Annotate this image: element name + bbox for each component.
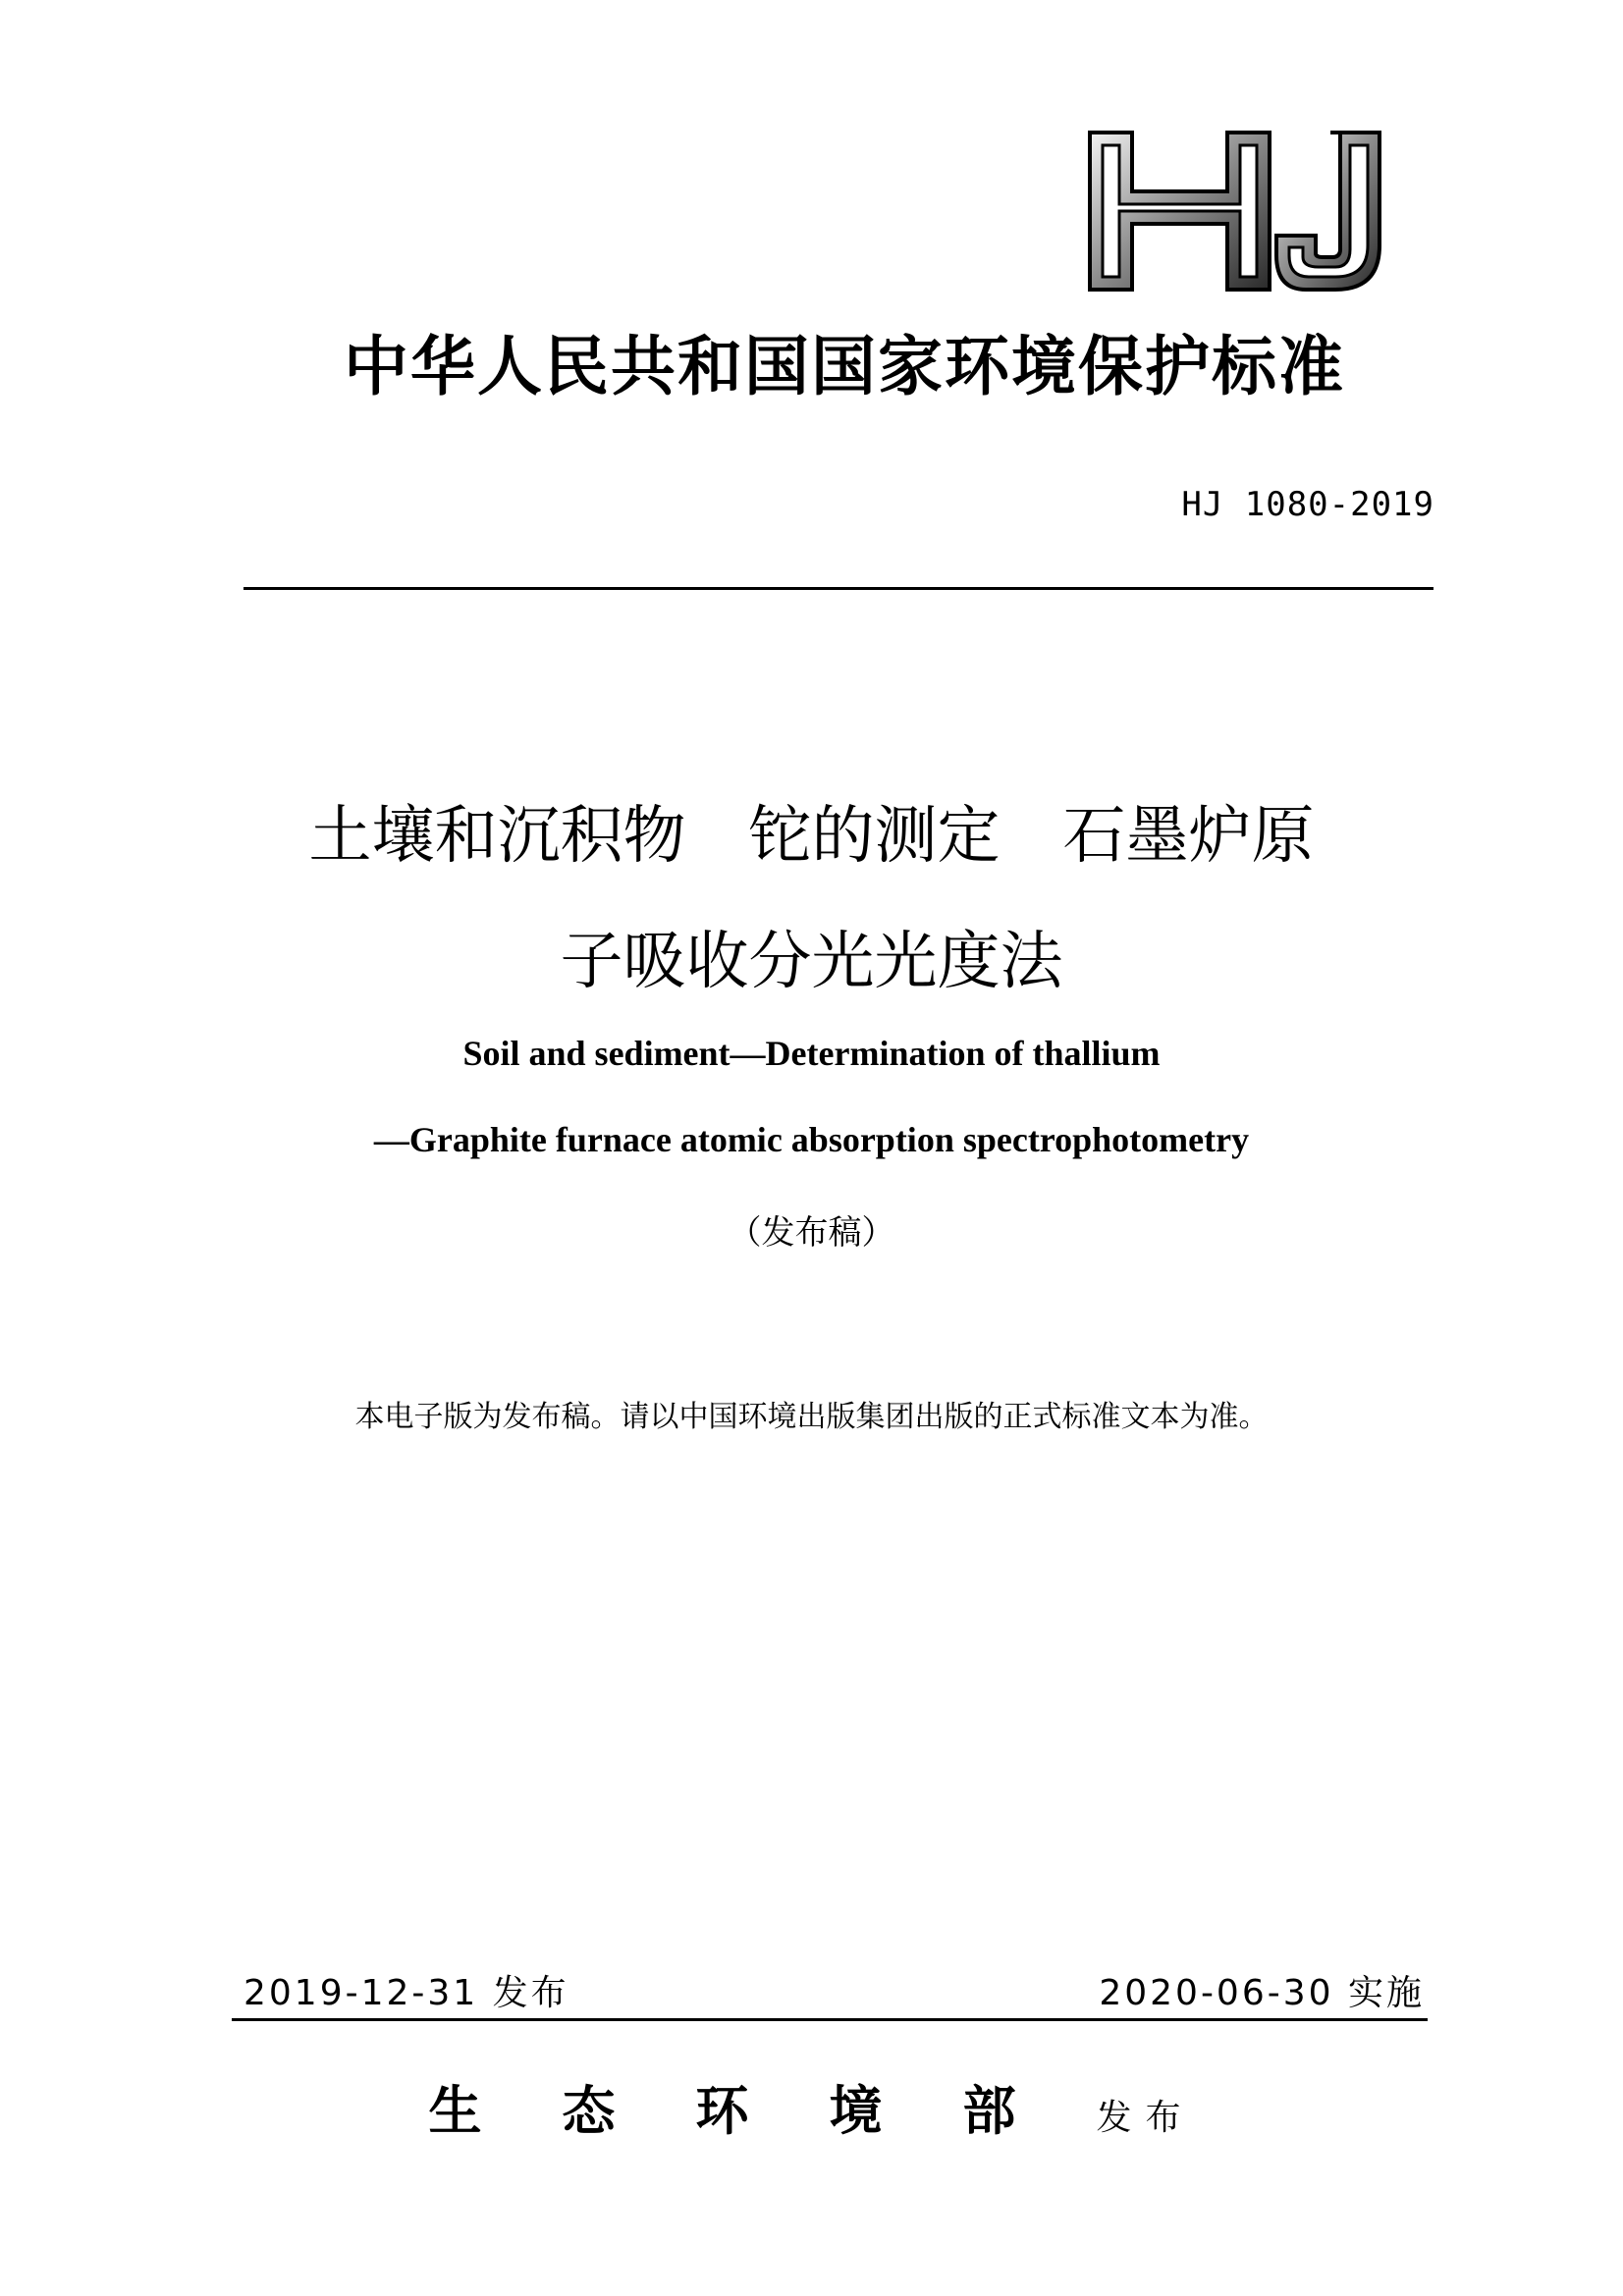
hj-logo xyxy=(1085,128,1389,294)
top-divider xyxy=(243,587,1434,590)
logo-letter-j xyxy=(1276,133,1380,290)
publisher-line xyxy=(196,2069,1427,2145)
standard-code: HJ 1080-2019 xyxy=(1181,485,1434,524)
standard-category-title: 中华人民共和国国家环境保护标准 xyxy=(344,329,1345,404)
english-title-line-1: Soil and sediment—Determination of thallium xyxy=(462,1034,1161,1073)
publisher-suffix: 发布 xyxy=(1096,2098,1195,2138)
logo-letter-h xyxy=(1090,133,1270,290)
publisher-name: 生态环境部 xyxy=(428,2079,1097,2142)
bottom-divider xyxy=(232,2018,1428,2021)
draft-label: （发布稿） xyxy=(728,1213,895,1253)
chinese-title-line-2: 子吸收分光光度法 xyxy=(560,926,1063,998)
edition-notice: 本电子版为发布稿。请以中国环境出版集团出版的正式标准文本为准。 xyxy=(354,1400,1269,1434)
chinese-title-line-1: 土壤和沉积物 铊的测定 石墨炉原 xyxy=(308,800,1315,873)
english-title-line-2: —Graphite furnace atomic absorption spectrophotometry xyxy=(373,1120,1250,1159)
implementation-date: 2020-06-30 实施 xyxy=(1099,1973,1425,2013)
issue-date: 2019-12-31 发布 xyxy=(243,1973,569,2013)
